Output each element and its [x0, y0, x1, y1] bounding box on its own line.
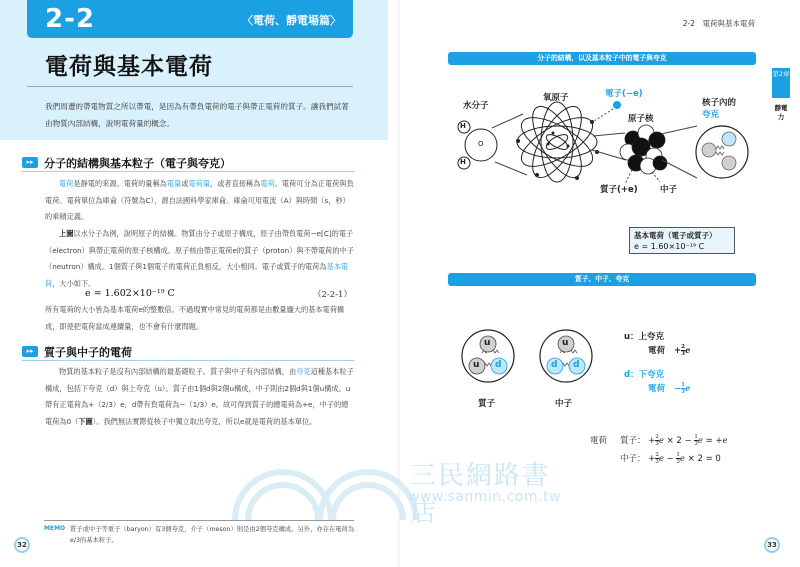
quark-d: d: [495, 360, 502, 370]
neutron-charge-calc: 中子： + $\frac{2}{3}$ e − $\frac{1}{3}$ e × 2 = 0: [620, 452, 721, 465]
nucleon-quarks-icon: [696, 126, 748, 178]
charge-label: 電荷: [648, 346, 666, 356]
proton-charge-calc: 質子： + $\frac{2}{3}$ e × 2 − $\frac{1}{3}$ e = +e: [620, 434, 728, 447]
figure-reference: 下圖: [78, 416, 93, 426]
figure-title-bar: 分子的結構，以及基本粒子中的電子與夸克: [448, 52, 756, 65]
quark-u: u: [484, 338, 491, 348]
sanmin-logo-watermark: [235, 472, 416, 520]
oxygen-atom-icon: [514, 99, 599, 184]
label-h: H: [460, 158, 466, 166]
label-quarks-in-nucleon: 核子內的: [702, 98, 737, 108]
quark-u: u: [562, 338, 569, 348]
denominator: 3: [681, 351, 685, 357]
section-title: 分子的結構與基本粒子（電子與夸克）: [44, 157, 231, 170]
section-title: 質子與中子的電荷: [44, 346, 132, 359]
equation: e = 1.602×10⁻¹⁹ C: [85, 288, 175, 299]
label-o: O: [478, 140, 484, 148]
memo-text: 質子或中子等重子（baryon）有3個夸克，介子（meson）則是由2個夸克構成。另外，亦存在電荷為e/3的基本粒子。: [70, 526, 355, 544]
charge-box-title: 基本電荷（電子或質子）: [634, 231, 717, 240]
watermark-url: www.sanmin.com.tw: [408, 489, 561, 505]
term-charge: 電荷: [59, 179, 74, 188]
down-quark-name: d：下夸克: [624, 370, 665, 380]
label-water-molecule: 水分子: [463, 101, 489, 111]
term-quantity: 電量: [166, 179, 182, 188]
equation-number: （2-2-1）: [313, 290, 352, 300]
charge-box-value: e = 1.60×10⁻¹⁹ C: [634, 242, 705, 251]
total-charge-label: 電荷: [590, 436, 608, 446]
text: 是靜電的來源。電荷的量稱為: [73, 179, 167, 188]
double-arrow-icon: ▸▸: [22, 157, 38, 168]
label-h: H: [460, 122, 466, 130]
text: ，或者直接稱為: [210, 179, 261, 188]
quark-d: d: [573, 360, 580, 370]
double-arrow-icon: ▸▸: [22, 346, 38, 357]
page-title: 電荷與基本電荷: [45, 54, 213, 80]
charge-label: 電荷: [648, 384, 666, 394]
elementary-charge-box: [629, 227, 735, 254]
unit: e: [684, 346, 691, 356]
label-nucleus: 原子核: [628, 114, 654, 124]
quark-u: u: [473, 360, 480, 370]
chapter-tag: 〈電荷、靜電場篇〉: [242, 14, 341, 27]
watermark-text: 三民網路書店: [410, 461, 551, 528]
page-number: 32: [14, 537, 30, 553]
chapter-side-tab: 第2章: [772, 68, 790, 98]
label-electron: 電子(−e): [605, 89, 643, 99]
intro-paragraph: 我們周遭的帶電物質之所以帶電，是因為有帶負電荷的電子與帶正電荷的質子。讓我們試著由物質內部結構，說明電荷量的概念。: [45, 102, 349, 128]
figure-reference: 上圖: [59, 229, 74, 238]
figure-title-bar: 質子、中子、夸克: [448, 273, 756, 286]
calc-label: 中子：: [620, 454, 646, 464]
label-quark: 夸克: [702, 110, 720, 120]
text: ）。我們無法實際從核子中獨立取出夸克，所以e就是電荷的基本單位。: [92, 416, 317, 426]
quark-d: d: [551, 360, 558, 370]
up-quark-charge: [648, 344, 690, 357]
down-quark-charge: [648, 382, 690, 395]
term-charge-quantity: 電荷量: [188, 179, 211, 188]
numerator: 2: [681, 344, 685, 350]
text: 以水分子為例，說明原子的結構。物質由分子或原子構成，原子由帶負電荷−e[C]的電子（electron）與帶正電荷的原子核構成。原子核由帶正電荷e的質子（proton）與不帶電荷的中子（neutron）構成。1個質子與1個電子的電荷正負相反，大小相同。電子或質子的電荷為: [45, 229, 354, 271]
unit: e: [684, 384, 691, 394]
text: 這種基本粒子構成，包括下夸克（d）與上夸克（u）。質子由1個d與2個u構成，中子則由2個d與1個u構成。u帶有正電荷為+（2/3）e，d帶有負電荷為−（1/3）e。故可得到質子的總電荷為+e，中子的總電荷為0（: [45, 367, 354, 426]
atomic-nucleus-icon: [620, 125, 667, 174]
memo-label: MEMO: [44, 525, 66, 532]
text: ，大小如下。: [52, 278, 96, 288]
sign: +: [673, 346, 682, 356]
up-quark-name: u：上夸克: [624, 332, 665, 342]
label-neutron: 中子: [660, 185, 678, 195]
term-elementary-charge: 基本電荷: [45, 262, 349, 288]
term-charge: 電荷: [260, 179, 275, 188]
sign: −: [673, 384, 682, 394]
label-neutron: 中子: [555, 399, 573, 409]
label-oxygen-atom: 氧原子: [543, 93, 569, 103]
paragraph-integer-multiple: 所有電荷的大小皆為基本電荷e的整數倍。不過現實中常見的電荷都是由數量龐大的基本電荷構成，即使把電荷當成連續量，也不會有什麼問題。: [45, 305, 345, 331]
page-number: 33: [764, 537, 780, 553]
chapter-number: 2-2: [45, 4, 95, 34]
term-quark: 夸克: [296, 367, 311, 376]
chapter-subject: 靜電力: [774, 104, 788, 121]
text: 物質的基本粒子是沒有內部結構的最基礎粒子。質子與中子有內部結構，由: [59, 367, 297, 376]
denominator: 3: [681, 389, 685, 395]
label-proton: 質子: [478, 399, 496, 409]
text: 或: [181, 179, 189, 188]
label-proton: 質子(+e): [600, 185, 638, 195]
numerator: 1: [681, 382, 685, 388]
text: 。電荷可分為正電荷與負電荷。電荷單位為庫侖（符號為C），源自法國科學家庫侖。庫侖可用電流（A）與時間（s，秒）的乘積定義。: [45, 179, 354, 221]
running-head: 2-2 電荷與基本電荷: [682, 19, 755, 28]
calc-label: 質子：: [620, 436, 646, 446]
